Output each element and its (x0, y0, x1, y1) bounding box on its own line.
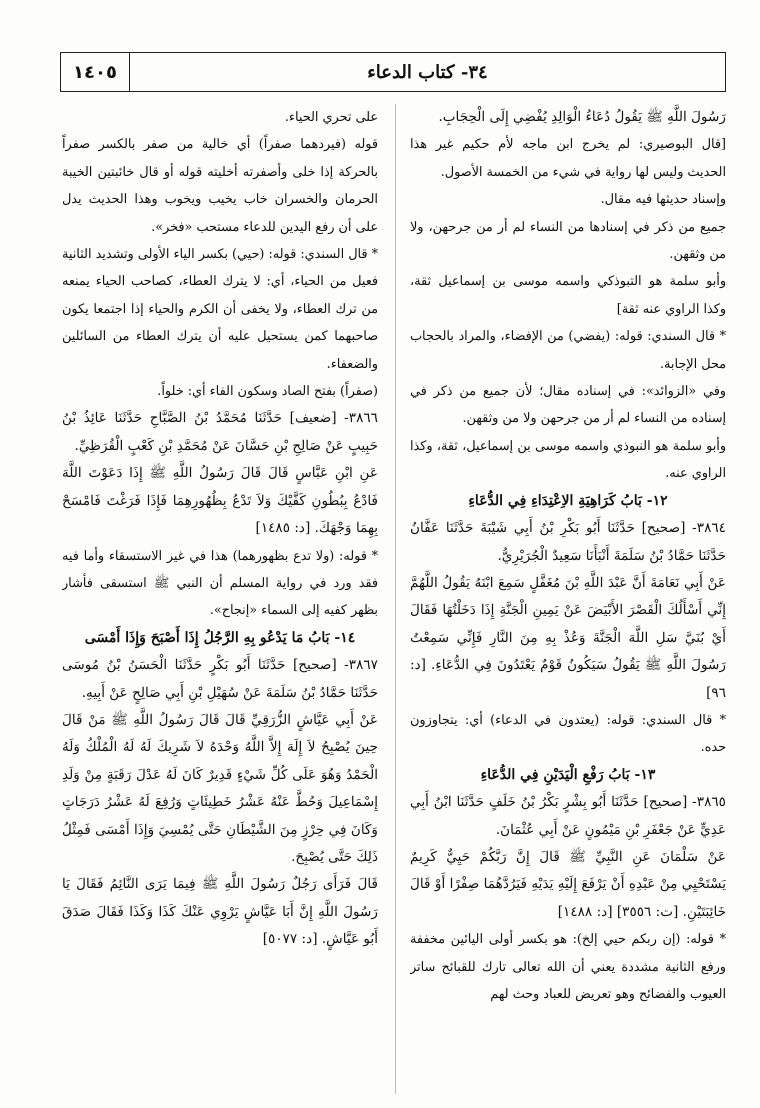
commentary-paragraph: * قوله: (إن ربكم حيي إلخ): هو بكسر أولى اليائين مخففة ورفع الثانية مشددة يعني أن الله تعالى تارك للقبائح ساتر العيوب والفضائح وهو تعريض للعباد وحث لهم (410, 932, 726, 1002)
chapter-title: ٣٤- كتاب الدعاء (367, 61, 488, 83)
commentary-paragraph: وأبو سلمة هو التبوذكي واسمه موسى بن إسماعيل ثقة، وكذا الراوي عنه ثقة] (410, 274, 726, 317)
hadith-paragraph: ٣٨٦٤- [صحيح] حَدَّثَنَا أَبُو بَكْرِ بْنُ أَبِي شَيْبَةَ حَدَّثَنَا عَفَّانُ حَدَّثَنَا حَمَّادُ بْنُ سَلَمَةَ أَنْبَأَنَا سَعِيدٌ الْجُرَيْرِيُّ. (410, 520, 726, 564)
chapter-heading: ١٢- بَابُ كَرَاهِيَةِ الاِعْتِدَاءِ فِي الدُّعَاءِ (468, 492, 668, 509)
commentary-paragraph: قوله (فيردهما صفراً) أي خالية من صفر بالكسر صفراً بالحركة إذا خلى وأصفرته أخليته قوله أو قال خائبتين الخيبة الحرمان والخسران خاب يخيب ويخوب وهذا الحديث يدل على أن رفع اليدين للدعاء مستحب «فخر». (62, 137, 378, 235)
chapter-heading: ١٣- بَابُ رَفْعِ الْيَدَيْنِ فِي الدُّعَاءِ (480, 766, 656, 783)
commentary-paragraph: * قال السندي: قوله: (يفضي) من الإفضاء، والمراد بالحجاب محل الإجابة. (410, 329, 726, 372)
hadith-paragraph: ٣٨٦٦- [ضعيف] حَدَّثَنَا مُحَمَّدُ بْنُ الصَّبَّاحِ حَدَّثَنَا عَائِذُ بْنُ حَبِيبٍ عَنْ صَالِحِ بْنِ حَسَّانَ عَنْ مُحَمَّدِ بْنِ كَعْبٍ الْقُرَظِيِّ. (62, 410, 378, 454)
hadith-paragraph: عَنْ أَبِي نَعَامَةَ أَنَّ عَبْدَ اللَّهِ بْنَ مُغَفَّلٍ سَمِعَ ابْنَهُ يَقُولُ اللَّهُمَّ إِنِّي أَسْأَلُكَ الْقَصْرَ الأَبْيَضَ عَنْ يَمِينِ الْجَنَّةِ إِذَا دَخَلْتُهَا فَقَالَ أَيْ بُنَيَّ سَلِ اللَّهَ الْجَنَّةَ وَعُذْ بِهِ مِنَ النَّارِ فَإِنِّي سَمِعْتُ رَسُولَ اللَّهِ ﷺ يَقُولُ سَيَكُونُ قَوْمٌ يَعْتَدُونَ فِي الدُّعَاءِ. [د: ٩٦] (410, 574, 726, 701)
commentary-paragraph: جميع من ذكر في إسنادها من النساء لم أر من جرحهن، ولا من وثقهن. (410, 219, 726, 263)
hadith-paragraph: عَنْ أَبِي عَيَّاشٍ الزُّرَقِيِّ قَالَ قَالَ رَسُولُ اللَّهِ ﷺ مَنْ قَالَ حِينَ يُصْبِحُ لاَ إِلَهَ إِلاَّ اللَّهُ وَحْدَهُ لاَ شَرِيكَ لَهُ لَهُ الْمُلْكُ وَلَهُ الْحَمْدُ وَهُوَ عَلَى كُلِّ شَيْءٍ قَدِيرٌ كَانَ لَهُ عَدْلَ رَقَبَةٍ مِنْ وَلَدِ إِسْمَاعِيلَ وَحُطَّ عَنْهُ عَشْرُ خَطِيئَاتٍ وَرُفِعَ لَهُ عَشْرُ دَرَجَاتٍ وَكَانَ فِي حِرْزٍ مِنَ الشَّيْطَانِ حَتَّى يُمْسِيَ وَإِذَا أَمْسَى فَمِثْلُ ذَلِكَ حَتَّى يُصْبِحَ. (62, 711, 378, 865)
commentary-paragraph: على تحري الحياء. (284, 110, 378, 125)
hadith-paragraph: رَسُولَ اللَّهِ ﷺ يَقُولُ دُعَاءُ الْوَالِدِ يُفْضِي إِلَى الْحِجَابِ. (438, 109, 726, 125)
column-divider (395, 104, 396, 1094)
hadith-paragraph: ٣٨٦٥- [صحيح] حَدَّثَنَا أَبُو بِشْرٍ بَكْرُ بْنُ خَلَفٍ حَدَّثَنَا ابْنُ أَبِي عَدِيٍّ عَنْ جَعْفَرِ بْنِ مَيْمُونٍ عَنْ أَبِي عُثْمَانَ. (410, 794, 726, 838)
commentary-paragraph: وفي «الزوائد»: في إسناده مقال؛ لأن جميع من ذكر في إسناده من النساء لم أر من جرحهن ولا من وثقهن. (410, 384, 726, 427)
hadith-paragraph: قَالَ فَرَأَى رَجُلٌ رَسُولَ اللَّهِ ﷺ فِيمَا يَرَى النَّائِمُ فَقَالَ يَا رَسُولَ اللَّهِ إِنَّ أَبَا عَيَّاشٍ يَرْوِي عَنْكَ كَذَا وَكَذَا فَقَالَ صَدَقَ أَبُو عَيَّاشٍ. [د: ٥٠٧٧] (62, 876, 378, 948)
page-header (60, 52, 726, 92)
commentary-paragraph: * قال السندي: قوله: (حيي) بكسر الياء الأولى وتشديد الثانية فعيل من الحياء، أي: لا يترك العطاء، كصاحب الحياء يمنعه من ترك العطاء، ولا يخفى أن الكرم والحياء إذا اجتمعا يكون صاحبهما كمن يستحيل عليه أن يترك العطاء من السائلين والضعفاء. (62, 247, 378, 372)
commentary-paragraph: * قال السندي: قوله: (يعتدون في الدعاء) أي: يتجاوزون حده. (410, 712, 726, 756)
hadith-paragraph: عَنِ ابْنِ عَبَّاسٍ قَالَ قَالَ رَسُولُ اللَّهِ ﷺ إِذَا دَعَوْتَ اللَّهَ فَادْعُ بِبُطُونِ كَفَّيْكَ وَلاَ تَدْعُ بِظُهُورِهِمَا فَإِذَا فَرَغْتَ فَامْسَحْ بِهِمَا وَجْهَكَ. [د: ١٤٨٥] (62, 465, 378, 537)
commentary-paragraph: وأبو سلمة هو النبوذي واسمه موسى بن إسماعيل، ثقة، وكذا الراوي عنه. (410, 438, 726, 482)
left-column (62, 104, 378, 1094)
commentary-paragraph: [قال البوصيري: لم يخرج ابن ماجه لأم حكيم غير هذا الحديث وليس لها رواية في شيء من الخمسة الأصول. (410, 137, 726, 180)
commentary-paragraph: وإسناد حديثها فيه مقال. (600, 192, 726, 208)
hadith-paragraph: عَنْ سَلْمَانَ عَنِ النَّبِيِّ ﷺ قَالَ إِنَّ رَبَّكُمْ حَيِيٌّ كَرِيمٌ يَسْتَحْيِي مِنْ عَبْدِهِ أَنْ يَرْفَعَ إِلَيْهِ يَدَيْهِ فَيَرُدَّهُمَا صِفْرًا أَوْ قَالَ خَائِبَتَيْنِ. [ت: ٣٥٥٦] [د: ١٤٨٨] (410, 848, 726, 920)
page-number: ١٤٠٥ (61, 53, 130, 91)
commentary-paragraph: * قوله: (ولا تدع بظهورهما) هذا في غير الاستسقاء وأما فيه فقد ورد في رواية المسلم أن النبي ﷺ استسقى فأشار بظهر كفيه إلى السماء «إنجاح». (62, 548, 378, 619)
right-column (410, 104, 726, 1094)
commentary-paragraph: (صفراً) بفتح الصاد وسكون الفاء أي: خلواً. (157, 384, 378, 400)
hadith-paragraph: ٣٨٦٧- [صحيح] حَدَّثَنَا أَبُو بَكْرٍ حَدَّثَنَا الْحَسَنُ بْنُ مُوسَى حَدَّثَنَا حَمَّادُ بْنُ سَلَمَةَ عَنْ سُهَيْلِ بْنِ أَبِي صَالِحٍ عَنْ أَبِيهِ. (62, 657, 378, 701)
chapter-heading: ١٤- بَابُ مَا يَدْعُو بِهِ الرَّجُلُ إِذَا أَصْبَحَ وَإِذَا أَمْسَى (84, 629, 356, 646)
